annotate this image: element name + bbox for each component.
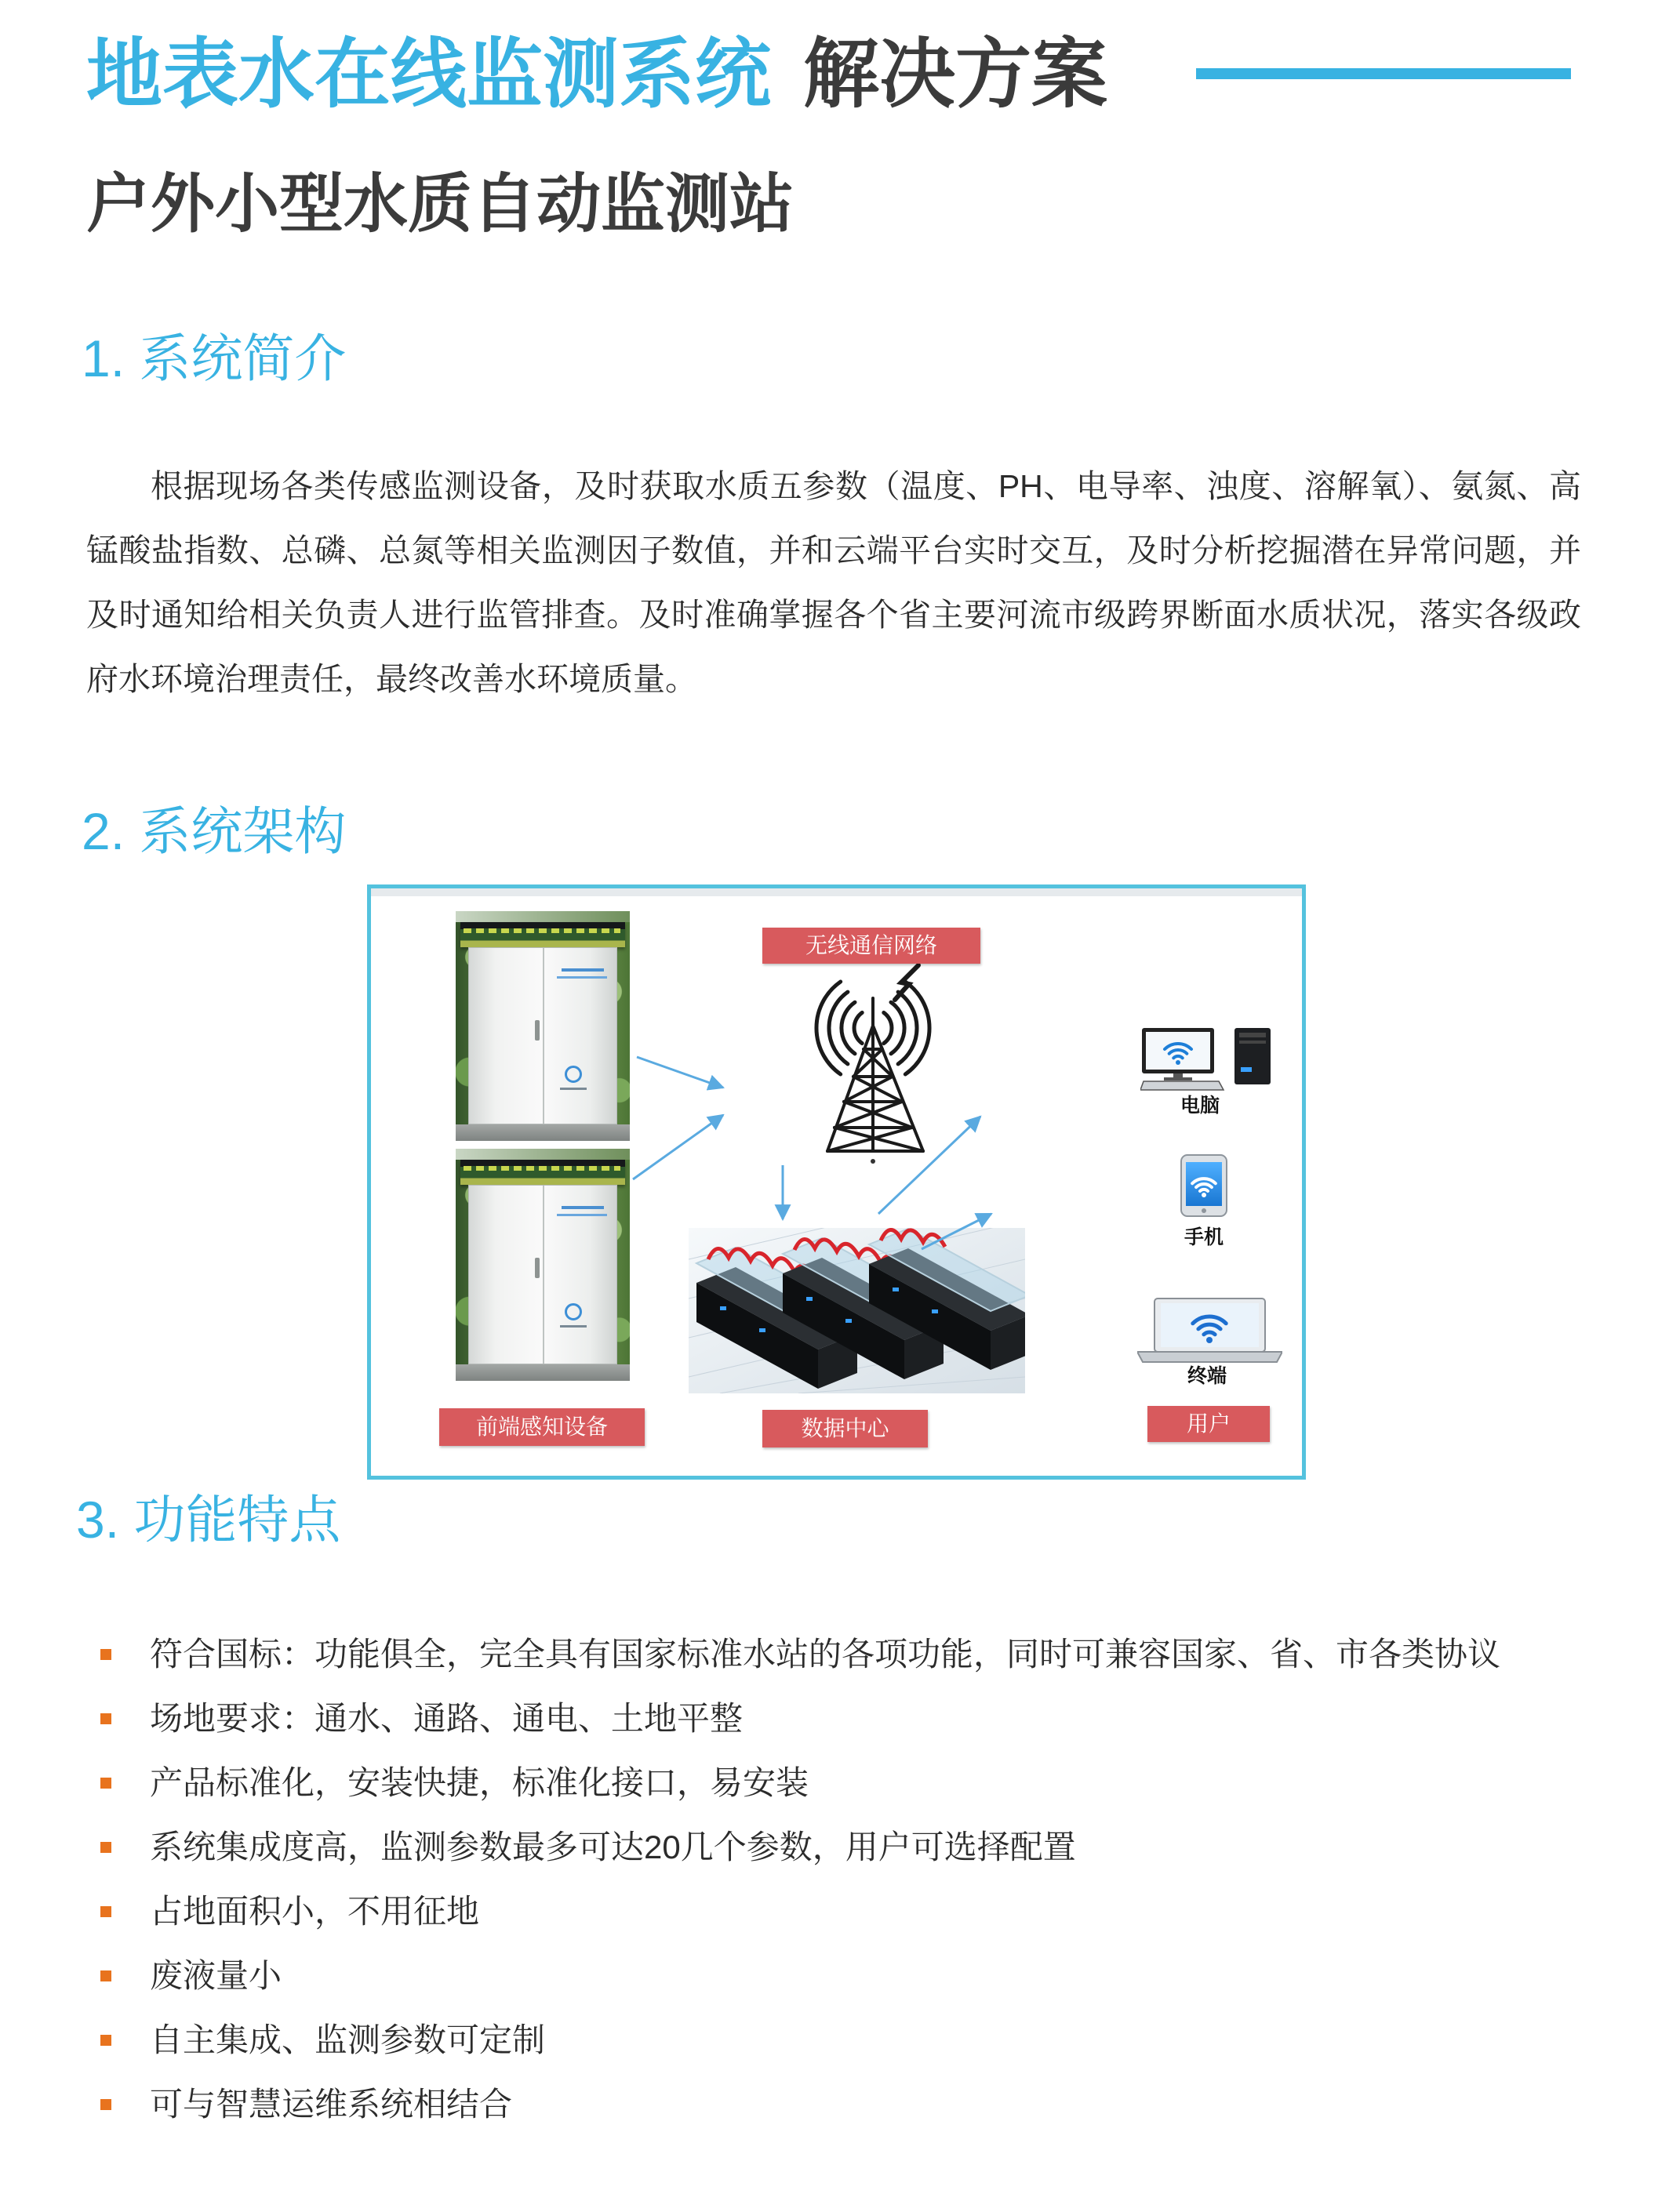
bullet-icon <box>100 1970 111 1981</box>
feature-text: 自主集成、监测参数可定制 <box>150 2021 546 2058</box>
feature-item <box>0 1687 1669 1751</box>
flow-arrow <box>633 1115 723 1179</box>
feature-text: 产品标准化，安装快捷，标准化接口，易安装 <box>150 1764 809 1801</box>
bullet-icon <box>100 2035 111 2046</box>
section-heading-intro: 1. 系统简介 <box>82 329 347 387</box>
flow-arrow <box>637 1057 723 1088</box>
feature-text: 占地面积小，不用征地 <box>150 1893 480 1930</box>
feature-text: 可与智慧运维系统相结合 <box>150 2086 513 2123</box>
device-label-terminal: 终端 <box>1187 1365 1227 1387</box>
bullet-icon <box>100 1906 111 1917</box>
feature-text: 场地要求：通水、通路、通电、土地平整 <box>150 1700 744 1737</box>
intro-paragraph: 根据现场各类传感监测设备，及时获取水质五参数（温度、PH、电导率、浊度、溶解氧）、氨氮、高锰酸盐指数、总磷、总氮等相关监测因子数值，并和云端平台实时交互，及时分析挖掘潜在异常问题，并及时通知给相关负责人进行监管排查。及时准确掌握各个省主要河流市级跨界断面水质状况，落实各级政府水环境治理责任，最终改善水环境质量。 <box>86 468 1581 697</box>
label-data-center: 数据中心 <box>762 1410 928 1447</box>
title-highlight: 地表水在线监测系统 <box>86 31 771 117</box>
feature-item <box>0 1944 1669 2008</box>
bullet-icon <box>100 1713 111 1724</box>
device-label-phone: 手机 <box>1184 1226 1224 1248</box>
feature-text: 系统集成度高，监测参数最多可达20几个参数，用户可选择配置 <box>150 1829 1076 1865</box>
feature-item <box>0 2008 1669 2072</box>
page-subtitle: 户外小型水质自动监测站 <box>86 169 795 240</box>
section-heading-features: 3. 功能特点 <box>76 1491 341 1549</box>
feature-item <box>0 2072 1669 2137</box>
label-wireless-network: 无线通信网络 <box>762 928 980 964</box>
title-rule-divider <box>1196 68 1571 79</box>
title-rest: 解决方案 <box>803 31 1107 117</box>
tower-dot <box>871 1159 875 1164</box>
feature-item <box>0 1751 1669 1815</box>
page-title <box>86 31 1107 118</box>
diagram-overlay <box>371 888 1302 1476</box>
bullet-icon <box>100 1649 111 1660</box>
signal-bolt-icon <box>895 965 918 1000</box>
feature-text: 符合国标：功能俱全，完全具有国家标准水站的各项功能，同时可兼容国家、省、市各类协议 <box>150 1636 1501 1673</box>
flow-arrows <box>633 1057 991 1249</box>
architecture-diagram <box>367 884 1306 1480</box>
feature-list <box>0 1622 1669 2137</box>
flow-arrow <box>922 1214 991 1249</box>
bullet-icon <box>100 1778 111 1789</box>
feature-text: 废液量小 <box>150 1957 282 1994</box>
feature-item <box>0 1815 1669 1880</box>
feature-item <box>0 1880 1669 1944</box>
feature-item <box>0 1622 1669 1687</box>
section-heading-architecture: 2. 系统架构 <box>82 802 347 860</box>
bullet-icon <box>100 2099 111 2110</box>
label-user: 用户 <box>1147 1406 1270 1442</box>
bullet-icon <box>100 1842 111 1853</box>
communication-tower-icon <box>816 965 929 1151</box>
label-frontend-devices: 前端感知设备 <box>439 1408 645 1446</box>
device-label-computer: 电脑 <box>1180 1095 1220 1117</box>
